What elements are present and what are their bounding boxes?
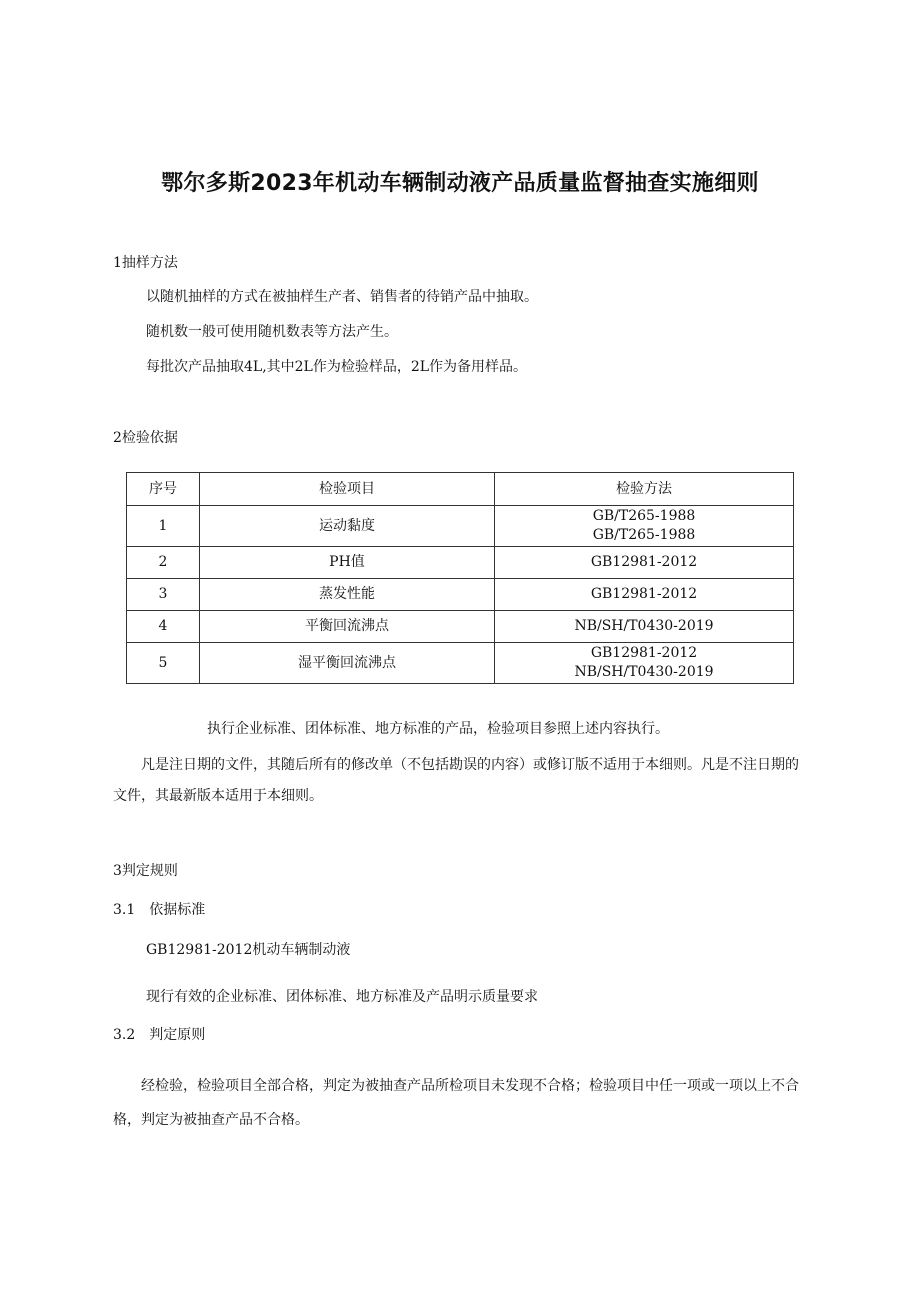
- standard-line: 现行有效的企业标准、团体标准、地方标准及产品明示质量要求: [146, 989, 538, 1005]
- table-row: [127, 643, 794, 684]
- inspection-item: 运动黏度: [200, 506, 495, 547]
- judgment-principle-text: 经检验，检验项目全部合格，判定为被抽查产品所检项目未发现不合格；检验项目中任一项或一项以上不合格，判定为被抽查产品不合格。: [113, 1078, 799, 1128]
- table-row: [127, 506, 794, 547]
- inspection-method-cell: [495, 579, 794, 611]
- inspection-method-cell: [495, 643, 794, 684]
- column-header-method: 检验方法: [495, 473, 794, 506]
- row-number: 2: [127, 547, 200, 579]
- inspection-basis-table: [126, 472, 794, 684]
- inspection-method: GB12981-2012: [590, 554, 698, 570]
- inspection-method: GB12981-2012: [590, 645, 698, 661]
- inspection-method: NB/SH/T0430-2019: [574, 618, 714, 634]
- column-header-item: 检验项目: [200, 473, 495, 506]
- section-3-1-heading: 3.1 依据标准: [113, 902, 206, 918]
- row-number: 4: [127, 611, 200, 643]
- inspection-item: PH值: [200, 547, 495, 579]
- standard-line: GB12981-2012机动车辆制动液: [146, 942, 351, 958]
- inspection-method: GB/T265-1988: [592, 508, 696, 524]
- column-header-number: 序号: [127, 473, 200, 506]
- table-row: [127, 547, 794, 579]
- table-header-row: [127, 473, 794, 506]
- inspection-item: 蒸发性能: [200, 579, 495, 611]
- document-title: 鄂尔多斯2023年机动车辆制动液产品质量监督抽查实施细则: [161, 171, 759, 196]
- inspection-method: GB12981-2012: [590, 586, 698, 602]
- row-number: 1: [127, 506, 200, 547]
- table-row: [127, 579, 794, 611]
- dated-reference-note: 凡是注日期的文件，其随后所有的修改单（不包括勘误的内容）或修订版不适用于本细则。凡是不注日期的文件，其最新版本适用于本细则。: [113, 757, 799, 804]
- table-note: 执行企业标准、团体标准、地方标准的产品，检验项目参照上述内容执行。: [207, 721, 669, 737]
- inspection-method: NB/SH/T0430-2019: [574, 664, 714, 680]
- row-number: 5: [127, 643, 200, 684]
- section-1-paragraph: 以随机抽样的方式在被抽样生产者、销售者的待销产品中抽取。: [146, 289, 538, 305]
- inspection-item: 平衡回流沸点: [200, 611, 495, 643]
- inspection-method: GB/T265-1988: [592, 527, 696, 543]
- section-1-paragraph: 随机数一般可使用随机数表等方法产生。: [146, 324, 398, 340]
- section-1-heading: 1抽样方法: [113, 255, 178, 271]
- section-1-paragraph: 每批次产品抽取4L,其中2L作为检验样品，2L作为备用样品。: [146, 359, 528, 375]
- inspection-method-cell: [495, 611, 794, 643]
- inspection-method-cell: [495, 547, 794, 579]
- table-row: [127, 611, 794, 643]
- inspection-item: 湿平衡回流沸点: [200, 643, 495, 684]
- section-2-heading: 2检验依据: [113, 430, 178, 446]
- section-3-heading: 3判定规则: [113, 863, 178, 879]
- inspection-method-cell: [495, 506, 794, 547]
- row-number: 3: [127, 579, 200, 611]
- section-3-2-heading: 3.2 判定原则: [113, 1027, 206, 1043]
